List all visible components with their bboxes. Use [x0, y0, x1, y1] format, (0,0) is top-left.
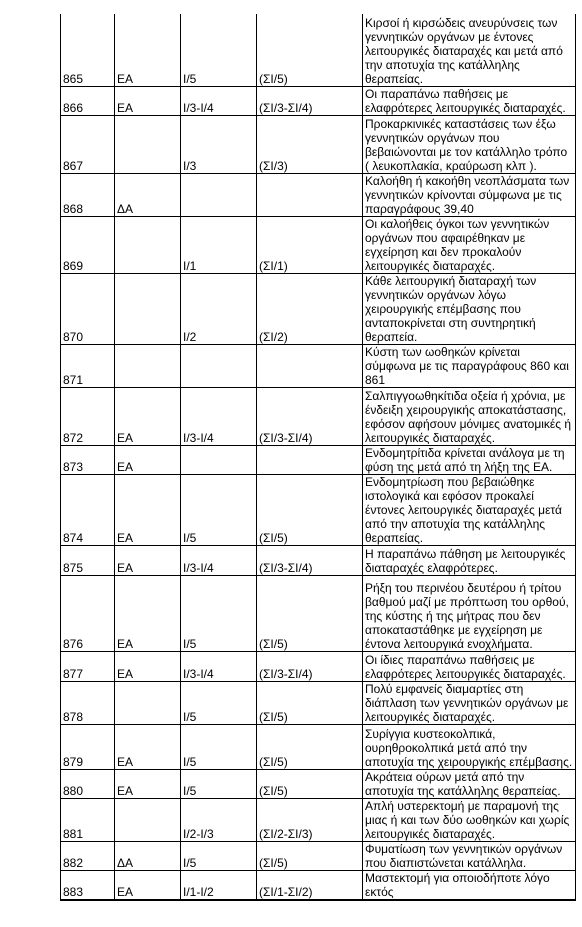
row-category [115, 344, 181, 387]
table-row [61, 545, 576, 575]
table-row [61, 387, 576, 445]
row-degree: Ι/2 [181, 273, 257, 344]
table-row [61, 841, 576, 870]
row-description: Η παραπάνω πάθηση με λειτουργικές διαταραχές ελαφρότερες. [363, 545, 576, 575]
table-row [61, 681, 576, 724]
row-category: ΔΑ [115, 173, 181, 216]
row-alt-degree: (ΣΙ/1) [257, 216, 363, 273]
row-description: Προκαρκινικές καταστάσεις των έξω γεννητικών οργάνων που βεβαιώνονται με τον κατάλληλο τρόπο ( λευκοπλακία, κραύρωση κλπ ). [363, 115, 576, 173]
row-category: ΕΑ [115, 575, 181, 651]
row-alt-degree: (ΣΙ/5) [257, 474, 363, 545]
row-number: 871 [61, 344, 115, 387]
row-category [115, 115, 181, 173]
row-category: ΕΑ [115, 724, 181, 769]
table-body [61, 14, 576, 900]
row-degree: Ι/3-Ι/4 [181, 651, 257, 681]
table-row [61, 14, 576, 86]
row-category [115, 798, 181, 841]
row-number: 875 [61, 545, 115, 575]
row-degree: Ι/3-Ι/4 [181, 86, 257, 115]
row-alt-degree: (ΣΙ/1-ΣΙ/2) [257, 870, 363, 900]
table-row [61, 724, 576, 769]
row-number: 877 [61, 651, 115, 681]
row-description: Κάθε λειτουργική διαταραχή των γεννητικών οργάνων λόγω χειρουργικής επέμβασης που ανταποκρίνεται στη συντηρητική θεραπεία. [363, 273, 576, 344]
row-number: 874 [61, 474, 115, 545]
row-description: Ρήξη του περινέου δευτέρου ή τρίτου βαθμού μαζί με πρόπτωση του ορθού, της κύστης ή της μήτρας που δεν αποκαταστάθηκε με εγχείρηση με έντονα λειτουργικά ενοχλήματα. [363, 575, 576, 651]
row-number: 865 [61, 14, 115, 86]
row-category: ΕΑ [115, 651, 181, 681]
table-row [61, 575, 576, 651]
row-number: 879 [61, 724, 115, 769]
row-number: 869 [61, 216, 115, 273]
row-degree [181, 344, 257, 387]
row-degree: Ι/3-Ι/4 [181, 545, 257, 575]
row-description: Κιρσοί ή κιρσώδεις ανευρύνσεις των γεννητικών οργάνων με έντονες λειτουργικές διαταραχές και μετά από την αποτυχία της κατάλληλης θεραπείας. [363, 14, 576, 86]
row-degree: Ι/5 [181, 841, 257, 870]
row-degree: Ι/5 [181, 769, 257, 798]
row-category: ΕΑ [115, 474, 181, 545]
row-alt-degree: (ΣΙ/5) [257, 841, 363, 870]
table-row [61, 344, 576, 387]
row-description: Οι ίδιες παραπάνω παθήσεις με ελαφρότερες λειτουργικές διαταραχές. [363, 651, 576, 681]
row-alt-degree: (ΣΙ/5) [257, 681, 363, 724]
row-number: 878 [61, 681, 115, 724]
row-number: 866 [61, 86, 115, 115]
row-category: ΕΑ [115, 86, 181, 115]
row-alt-degree: (ΣΙ/3-ΣΙ/4) [257, 545, 363, 575]
table-row [61, 273, 576, 344]
row-description: Συρίγγια κυστεοκολπικά, ουρηθροκολπικά μετά από την αποτυχία της χειρουργικής επέμβασης. [363, 724, 576, 769]
row-description: Κύστη των ωοθηκών κρίνεται σύμφωνα με τις παραγράφους 860 και 861 [363, 344, 576, 387]
row-degree: Ι/5 [181, 575, 257, 651]
row-description: Σαλπιγγοωθηκίτιδα οξεία ή χρόνια, με ένδειξη χειρουργικής αποκατάστασης, εφόσον αφήσουν μόνιμες ανατομικές ή λειτουργικές διαταραχές. [363, 387, 576, 445]
row-description: Φυματίωση των γεννητικών οργάνων που διαπιστώνεται κατάλληλα. [363, 841, 576, 870]
document-page [60, 14, 576, 901]
row-number: 880 [61, 769, 115, 798]
row-alt-degree: (ΣΙ/3) [257, 115, 363, 173]
row-description: Καλοήθη ή κακοήθη νεοπλάσματα των γεννητικών κρίνονται σύμφωνα με τις παραγράφους 39,40 [363, 173, 576, 216]
row-degree [181, 173, 257, 216]
row-degree [181, 445, 257, 474]
row-description: Οι παραπάνω παθήσεις με ελαφρότερες λειτουργικές διαταραχές. [363, 86, 576, 115]
row-description: Πολύ εμφανείς διαμαρτίες στη διάπλαση των γεννητικών οργάνων με λειτουργικές διαταραχές. [363, 681, 576, 724]
row-category [115, 216, 181, 273]
row-alt-degree: (ΣΙ/3-ΣΙ/4) [257, 651, 363, 681]
row-alt-degree: (ΣΙ/5) [257, 769, 363, 798]
row-alt-degree: (ΣΙ/5) [257, 14, 363, 86]
row-alt-degree: (ΣΙ/3-ΣΙ/4) [257, 86, 363, 115]
table-row [61, 769, 576, 798]
table-row [61, 445, 576, 474]
row-alt-degree [257, 344, 363, 387]
row-degree: Ι/3 [181, 115, 257, 173]
row-description: Απλή υστερεκτομή με παραμονή της μιας ή και των δύο ωοθηκών και χωρίς λειτουργικές διαταραχές. [363, 798, 576, 841]
row-category [115, 273, 181, 344]
row-category [115, 681, 181, 724]
row-alt-degree: (ΣΙ/5) [257, 575, 363, 651]
row-category: ΔΑ [115, 841, 181, 870]
row-category: ΕΑ [115, 445, 181, 474]
row-alt-degree: (ΣΙ/2) [257, 273, 363, 344]
table-row [61, 86, 576, 115]
row-alt-degree [257, 445, 363, 474]
table-row [61, 216, 576, 273]
row-description: Ενδομητρίωση που βεβαιώθηκε ιστολογικά και εφόσον προκαλεί έντονες λειτουργικές διαταραχές μετά από την αποτυχία της κατάλληλης θεραπείας. [363, 474, 576, 545]
row-degree: Ι/1-Ι/2 [181, 870, 257, 900]
table-row [61, 870, 576, 900]
row-degree: Ι/5 [181, 14, 257, 86]
row-number: 876 [61, 575, 115, 651]
row-number: 867 [61, 115, 115, 173]
row-category: ΕΑ [115, 545, 181, 575]
row-number: 872 [61, 387, 115, 445]
row-category: ΕΑ [115, 387, 181, 445]
table-row [61, 474, 576, 545]
row-alt-degree: (ΣΙ/3-ΣΙ/4) [257, 387, 363, 445]
row-degree: Ι/2-Ι/3 [181, 798, 257, 841]
row-description: Ακράτεια ούρων μετά από την αποτυχία της κατάλληλης θεραπείας. [363, 769, 576, 798]
row-category: ΕΑ [115, 14, 181, 86]
row-degree: Ι/3-Ι/4 [181, 387, 257, 445]
row-number: 881 [61, 798, 115, 841]
disability-table [60, 14, 576, 901]
row-description: Ενδομητρίτιδα κρίνεται ανάλογα με τη φύση της μετά από τη λήξη της ΕΑ. [363, 445, 576, 474]
row-number: 870 [61, 273, 115, 344]
table-row [61, 173, 576, 216]
row-number: 873 [61, 445, 115, 474]
row-number: 882 [61, 841, 115, 870]
row-degree: Ι/5 [181, 724, 257, 769]
table-row [61, 651, 576, 681]
row-description: Μαστεκτομή για οποιοδήποτε λόγο εκτός [363, 870, 576, 900]
row-number: 868 [61, 173, 115, 216]
row-category: ΕΑ [115, 870, 181, 900]
table-row [61, 798, 576, 841]
row-alt-degree: (ΣΙ/2-ΣΙ/3) [257, 798, 363, 841]
row-alt-degree [257, 173, 363, 216]
row-degree: Ι/1 [181, 216, 257, 273]
row-category: ΕΑ [115, 769, 181, 798]
row-degree: Ι/5 [181, 681, 257, 724]
row-number: 883 [61, 870, 115, 900]
row-description: Οι καλοήθεις όγκοι των γεννητικών οργάνων που αφαιρέθηκαν με εγχείρηση και δεν προκαλούν λειτουργικές διαταραχές. [363, 216, 576, 273]
table-row [61, 115, 576, 173]
row-degree: Ι/5 [181, 474, 257, 545]
row-alt-degree: (ΣΙ/5) [257, 724, 363, 769]
